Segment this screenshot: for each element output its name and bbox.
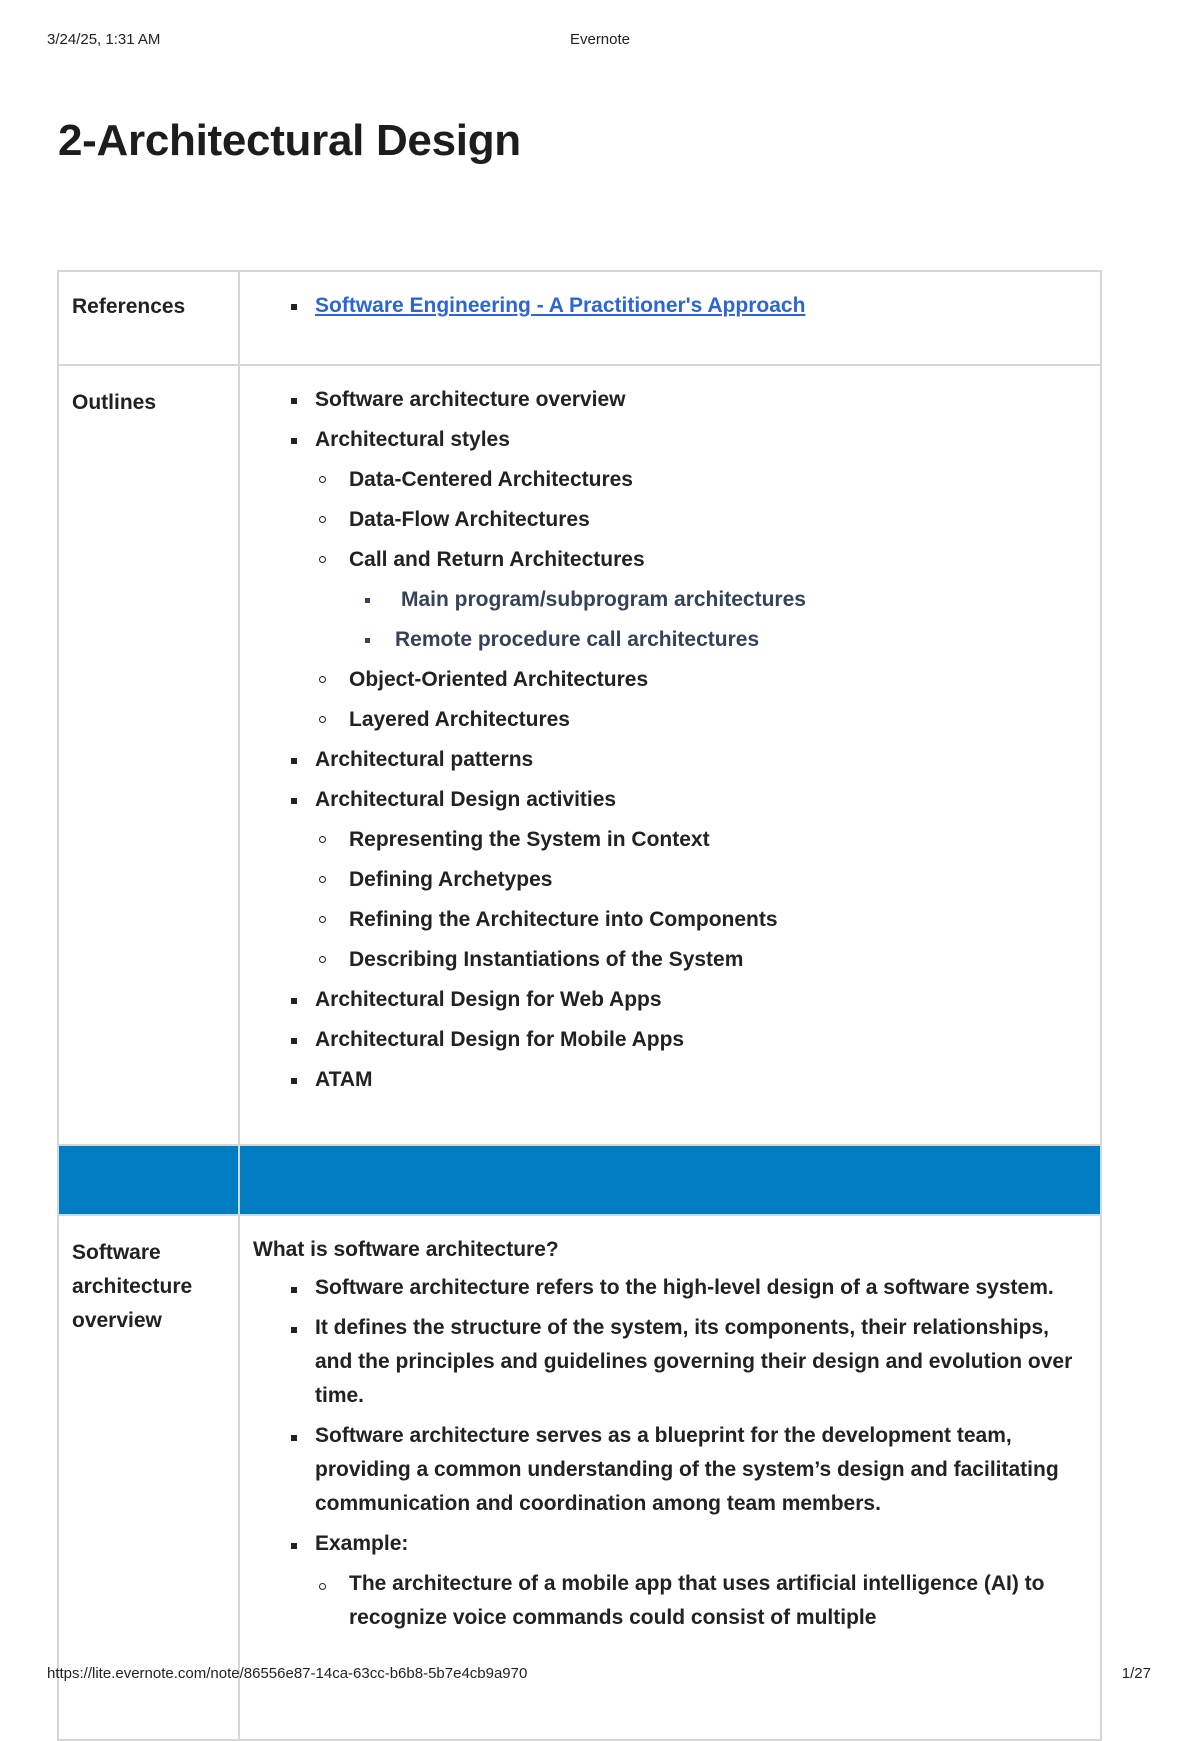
call-return-sublist [349,580,1086,660]
list-item [315,820,1086,860]
outline-call-return: Call and Return Architectures [349,548,645,571]
print-datetime: 3/24/25, 1:31 AM [47,31,161,48]
list-item [253,380,1086,420]
list-item [253,780,1086,980]
overview-list [253,1271,1086,1635]
overview-question: What is software architecture? [253,1238,559,1261]
outline-mobile-apps: Architectural Design for Mobile Apps [315,1028,685,1051]
list-item [253,980,1086,1020]
overview-example-text: The architecture of a mobile app that uses artificial intelligence (AI) to recognize voice commands could consist of multiple [349,1572,1045,1629]
list-item [315,1567,1086,1635]
outline-styles: Architectural styles [315,428,510,451]
overview-example-label: Example: [315,1532,409,1555]
print-url: https://lite.evernote.com/note/86556e87-14ca-63cc-b6b8-5b7e4cb9a970 [47,1665,528,1682]
list-item [253,286,1086,326]
list-item [253,1419,1086,1521]
table-row-references [58,271,1101,365]
overview-cell [239,1215,1101,1740]
outlines-list [253,380,1086,1100]
example-sublist [315,1567,1086,1635]
list-item [315,460,1086,500]
list-item [315,500,1086,540]
list-item [349,620,1086,660]
outline-remote-call: Remote procedure call architectures [395,628,760,651]
overview-bullet-3: Software architecture serves as a blueprint for the development team, providing a common understanding of the system’s design and facilitating communication and coordination among team members. [315,1424,1059,1515]
list-item [253,420,1086,740]
outlines-cell [239,365,1101,1145]
outline-archetypes: Defining Archetypes [349,868,553,891]
list-item [253,1311,1086,1413]
section-divider-left [58,1145,239,1215]
outline-activities: Architectural Design activities [315,788,617,811]
list-item [253,1060,1086,1100]
list-item [315,940,1086,980]
outline-context: Representing the System in Context [349,828,710,851]
outlines-label: Outlines [58,365,239,1145]
outline-data-centered: Data-Centered Architectures [349,468,633,491]
references-label: References [58,271,239,365]
outline-layered: Layered Architectures [349,708,570,731]
styles-sublist [315,460,1086,740]
list-item [315,860,1086,900]
list-item [315,540,1086,660]
outline-data-flow: Data-Flow Architectures [349,508,590,531]
reference-link[interactable]: Software Engineering - A Practitioner's Approach [315,294,806,317]
overview-bullet-2: It defines the structure of the system, its components, their relationships, and the principles and guidelines governing their design and evolution over time. [315,1316,1073,1407]
list-item [315,660,1086,700]
table-row-outlines [58,365,1101,1145]
list-item [253,1271,1086,1305]
list-item [315,700,1086,740]
outline-components: Refining the Architecture into Components [349,908,778,931]
note-table [57,270,1102,1741]
outline-web-apps: Architectural Design for Web Apps [315,988,662,1011]
page-number: 1/27 [1121,1665,1151,1682]
references-list [253,286,1086,326]
overview-label: Software architecture overview [58,1215,239,1740]
table-row-overview [58,1215,1101,1740]
list-item [253,1020,1086,1060]
print-app-name: Evernote [569,31,631,48]
outline-instantiations: Describing Instantiations of the System [349,948,744,971]
activities-sublist [315,820,1086,980]
note-title: 2-Architectural Design [58,116,521,165]
section-divider-right [239,1145,1101,1215]
outline-overview: Software architecture overview [315,388,626,411]
outline-atam: ATAM [315,1068,373,1091]
list-item [349,580,1086,620]
references-cell [239,271,1101,365]
outline-object-oriented: Object-Oriented Architectures [349,668,649,691]
outline-main-program: Main program/subprogram architectures [401,588,806,611]
list-item [253,1527,1086,1635]
list-item [315,900,1086,940]
list-item [253,740,1086,780]
section-divider-row [58,1145,1101,1215]
overview-bullet-1: Software architecture refers to the high-level design of a software system. [315,1276,1054,1299]
outline-patterns: Architectural patterns [315,748,534,771]
